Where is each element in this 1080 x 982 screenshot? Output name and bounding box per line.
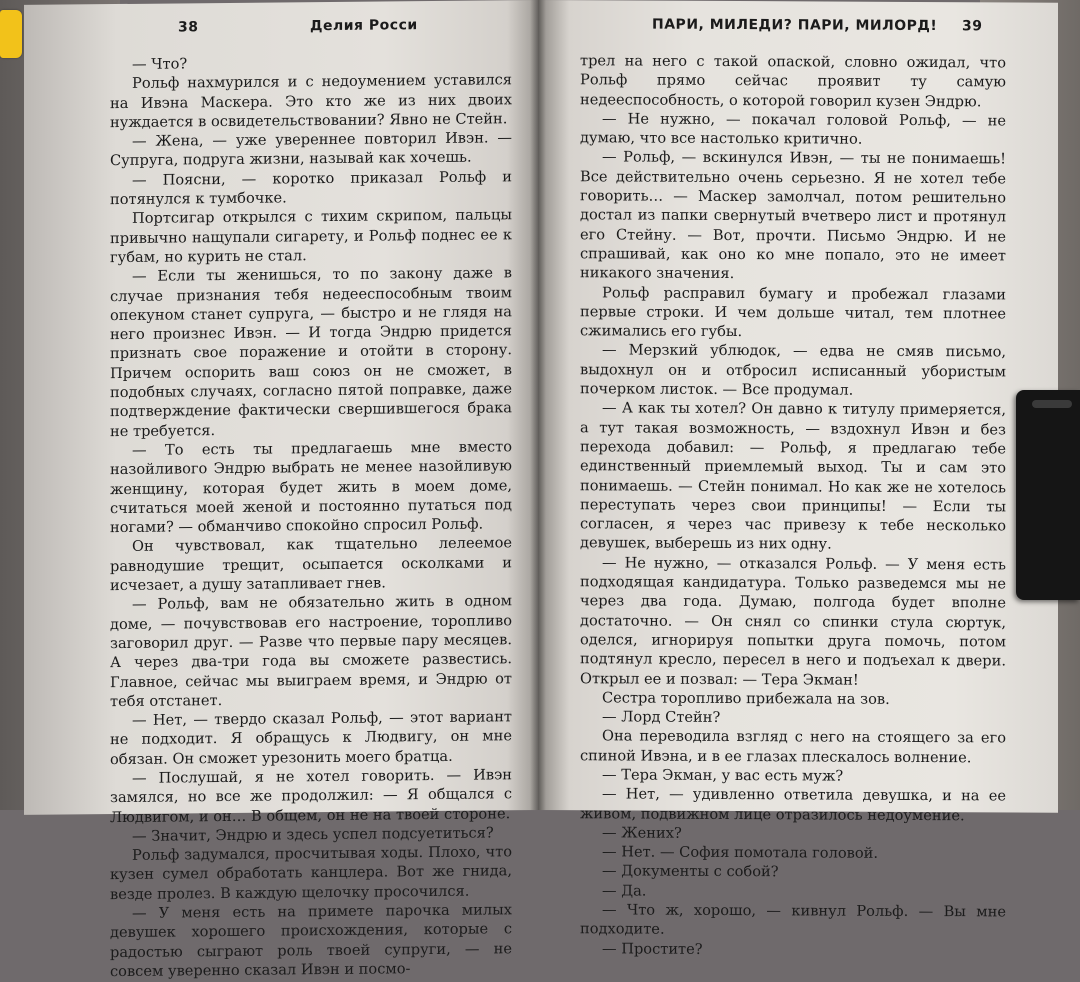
- paragraph: — Что ж, хорошо, — кивнул Рольф. — Вы мне подходите.: [580, 901, 1006, 939]
- paragraph: Портсигар открылся с тихим скрипом, пальцы привычно нащупали сигарету, и Рольф поднес ее к губам, но курить не стал.: [110, 206, 512, 267]
- paragraph: Он чувствовал, как тщательно лелеемое равнодушие трещит, осыпается осколками и исчезает, а душу затапливает гнев.: [110, 534, 512, 595]
- paragraph: — Простите?: [602, 939, 703, 958]
- left-page: [24, 0, 538, 981]
- paragraph: — Рольф, вам не обязательно жить в одном доме, — почувствовав его настроение, торопливо заговорил друг. — Разве что первые пару месяцев. А через два-три года вы сможете развестись. Главное, сейчас мы выиграем время, и Эндрю от тебя отстанет.: [110, 592, 512, 710]
- paragraph: — Значит, Эндрю и здесь успел подсуетиться?: [132, 824, 494, 845]
- paragraph: — Тера Экман, у вас есть муж?: [602, 766, 844, 785]
- paragraph: — Нет, — твердо сказал Рольф, — этот вариант не подходит. Я обращусь к Людвигу, он мне обязан. Он сможет урезонить моего братца.: [110, 708, 512, 768]
- paragraph: Рольф задумался, просчитывая ходы. Плохо, что кузен сумел обработать канцлера. Вот же гнида, везде пролез. В каждую щелочку просочился.: [110, 843, 512, 903]
- paragraph: — Нет. — София помотала головой.: [602, 843, 879, 862]
- right-page-header: [580, 15, 1006, 41]
- book-gutter: [530, 0, 546, 810]
- paragraph: — Рольф, — вскинулся Ивэн, — ты не понимаешь! Все действительно очень серьезно. Я не хотел тебе говорить… — Маскер замолчал, потом решительно достал из папки свернутый вчетверо лист и протянул его Стейну. — Вот, прочти. Письмо Эндрю. И не спрашивай, как оно ко мне попало, это не имеет никакого значения.: [580, 148, 1006, 283]
- paragraph-continuation: трел на него с такой опаской, словно ожидал, что Рольф прямо сейчас проявит ту самую недееспособность, о которой говорил кузен Эндрю.: [580, 52, 1006, 110]
- paragraph: — Жена, — уже увереннее повторил Ивэн. — Супруга, подруга жизни, называй как хочешь.: [110, 129, 512, 170]
- paragraph: — Да.: [602, 882, 647, 900]
- paragraph: — А как ты хотел? Он давно к титулу примеряется, а тут такая возможность, — вздохнул Ивэн и без перехода добавил: — Рольф, я предлагаю тебе единственный приемлемый выход. Ты и сам это понимаешь. — Стейн понимал. Но как же не хотелось переступать через свои принципы! — Если ты согласен, я через час привезу к тебе несколько девушек, выберешь из них одну.: [580, 399, 1006, 553]
- paragraph: — Мерзкий ублюдок, — едва не смяв письмо, выдохнул он и отбросил исписанный убористым почерком листок. — Все продумал.: [580, 341, 1006, 399]
- paragraph: — Поясни, — коротко приказал Рольф и потянулся к тумбочке.: [110, 168, 512, 209]
- paragraph: — Документы с собой?: [602, 862, 779, 881]
- right-page-body: [580, 51, 1006, 960]
- left-page-header: [110, 15, 512, 43]
- paragraph: — Не нужно, — покачал головой Рольф, — не думаю, что все настолько критично.: [580, 110, 1006, 148]
- paragraph: — Что?: [132, 55, 188, 73]
- paragraph: Рольф нахмурился и с недоумением уставился на Ивэна Маскера. Это кто же из них двоих нуждается в освидетельствовании? Явно не Стейн.: [110, 71, 512, 131]
- paragraph: Рольф расправил бумагу и пробежал глазами первые строки. И чем дольше читал, тем плотнее сжимались его губы.: [580, 283, 1006, 341]
- paragraph: Сестра торопливо прибежала на зов.: [602, 689, 890, 708]
- running-header-author: Делия Росси: [310, 17, 418, 35]
- yellow-sticky-note: [0, 10, 22, 58]
- paragraph: — Лорд Стейн?: [602, 708, 721, 727]
- left-page-body: [110, 51, 512, 981]
- paragraph: — Нет, — удивленно ответила девушка, и на ее живом, подвижном лице отразилось недоумение.: [580, 785, 1006, 824]
- page-number: 39: [962, 18, 983, 35]
- binder-clip: [1016, 390, 1080, 600]
- running-header-title: ПАРИ, МИЛЕДИ? ПАРИ, МИЛОРД!: [652, 16, 938, 35]
- paragraph: — Не нужно, — отказался Рольф. — У меня есть подходящая кандидатура. Только разведемся мы не через два года. Думаю, полгода будет вполне достаточно. — Он снял со спинки стула сюртук, оделся, игнорируя попытки друга помочь, потом подтянул кресло, пересел в него и подъехал к двери. Открыл ее и позвал: — Тера Экман!: [580, 554, 1006, 689]
- paragraph: Она переводила взгляд с него на стоящего за его спиной Ивэна, и в ее глазах плескалось волнение.: [580, 727, 1006, 766]
- paragraph: — Жених?: [602, 824, 682, 842]
- paragraph: — Послушай, я не хотел говорить. — Ивэн замялся, но все же продолжил: — Я общался с Людвигом, и он… В общем, он не на твоей стороне.: [110, 766, 512, 826]
- page-number: 38: [178, 19, 199, 36]
- paragraph: — Если ты женишься, то по закону даже в случае признания тебя недееспособным твоим опекуном станет супруга, — быстро и не глядя на него произнес Ивэн. — И тогда Эндрю придется признать свое поражение и отойти в сторону. Причем оспорить ваш союз он не сможет, в подобных случаях, согласно пятой поправке, даже подтверждение фактически свершившегося брака не требуется.: [110, 264, 512, 440]
- paragraph: — У меня есть на примете парочка милых девушек хорошего происхождения, которые с радостью сыграют роль твоей супруги, — не совсем уверенно сказал Ивэн и посмо-: [110, 901, 512, 981]
- right-page: [538, 0, 1058, 958]
- paragraph: — То есть ты предлагаешь мне вместо назойливого Эндрю выбрать не менее назойливую женщину, которая будет жить в моем доме, считаться моей женой и постоянно путаться под ногами? — обманчиво спокойно спросил Рольф.: [110, 438, 512, 537]
- binder-clip-shine: [1032, 400, 1072, 408]
